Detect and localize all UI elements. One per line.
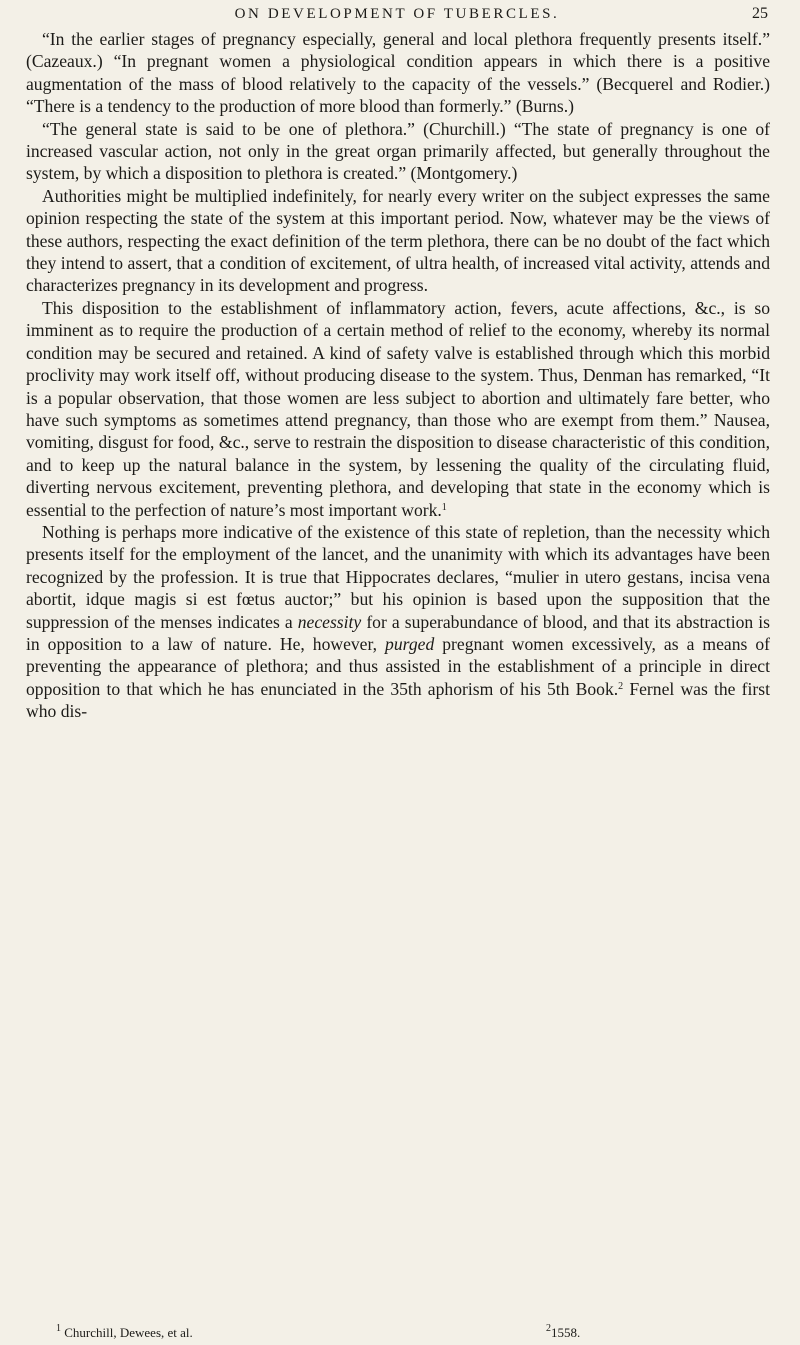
paragraph-4 [26,297,770,521]
running-head [26,4,768,24]
paragraph-5-text-b: for a superabundance of blood, and that its abstraction is in opposition to a law of nature. He, however, [26,611,770,654]
paragraph-5-text-d: Fernel was the first who dis- [26,678,770,722]
body-text [26,28,770,723]
paragraph-2-text: “The general state is said to be one of plethora.” (Churchill.) “The state of pregnancy is one of increased vascular action, not only in the great organ primarily affected, but generally throughout the system, by which a disposition to plethora is created.” (Montgomery.) [26,118,770,184]
footnotes [26,1325,770,1343]
footnote-2-text: 1558. [551,1325,581,1340]
paragraph-3-text: Authorities might be multiplied indefinitely, for nearly every writer on the subject expresses the same opinion respecting the state of the system at this important period. Now, whatever may be the views of these authors, respecting the exact definition of the term plethora, there can be no doubt of the fact which they intend to assert, that a condition of excitement, of ultra health, of increased vital activity, attends and characterizes pregnancy in its development and progress. [26,185,770,296]
footnote-marker-1: 1 [441,501,447,513]
footnote-2 [546,1325,580,1341]
page-number: 25 [752,5,768,22]
paragraph-2 [26,118,770,185]
paragraph-1-text: “In the earlier stages of pregnancy especially, general and local plethora frequently presents itself.” (Cazeaux.) “In pregnant women a physiological condition appears in which there is a positive augmentation of the mass of blood relatively to the capacity of the vessels.” (Becquerel and Rodier.) “There is a tendency to the production of more blood than formerly.” (Burns.) [26,29,770,117]
running-title: ON DEVELOPMENT OF TUBERCLES. [234,6,560,22]
footnote-1-text: Churchill, Dewees, et al. [64,1325,193,1340]
paragraph-5 [26,521,770,723]
paragraph-3 [26,185,770,297]
footnote-1-marker: 1 [56,1323,61,1334]
footnote-marker-2: 2 [618,680,624,692]
paragraph-5-text-a: Nothing is perhaps more indicative of the existence of this state of repletion, than the necessity which presents itself for the employment of the lancet, and the unanimity with which its advantages have been recognized by the profession. It is true that Hippocrates declares, “mulier in utero gestans, incisa vena abortit, idque magis si est fœtus auctor;” but his opinion is based upon the supposition that the suppression of the menses indicates a [26,521,770,632]
footnote-1 [56,1325,193,1341]
footnote-2-marker: 2 [546,1323,551,1334]
paragraph-4-text: This disposition to the establishment of inflammatory action, fevers, acute affections, &c., is so imminent as to require the production of a certain method of relief to the economy, whereby its normal condition may be secured and retained. A kind of safety valve is established through which this morbid proclivity may work itself off, without producing disease to the system. Thus, Denman has remarked, “It is a popular observation, that those women are less subject to abortion and ultimately fare better, who have such symptoms as sometimes attend pregnancy, than those who are exempt from them.” Nausea, vomiting, disgust for food, &c., serve to restrain the disposition to disease characteristic of this condition, and to keep up the natural balance in the system, by lessening the quality of the circulating fluid, diverting nervous excitement, preventing plethora, and developing that state in the economy which is essential to the perfection of nature’s most important work. [26,297,770,520]
paragraph-1 [26,28,770,118]
italic-necessity: necessity [297,611,362,632]
italic-purged: purged [385,633,435,654]
paragraph-5-text-c: pregnant women excessively, as a means of preventing the appearance of plethora; and thus assisted in the establishment of a principle in direct opposition to that which he has enunciated in the 35th aphorism of his 5th Book. [26,633,770,699]
